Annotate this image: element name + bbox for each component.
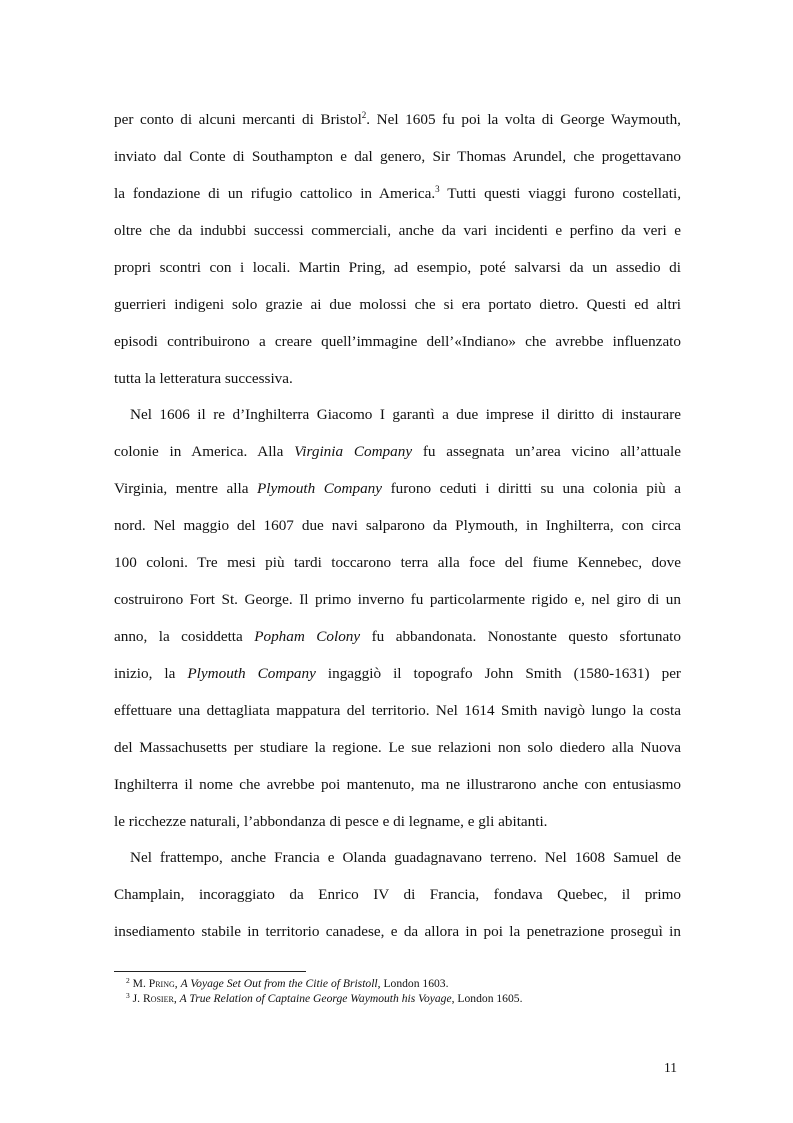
- body-line-21: [130, 848, 681, 868]
- text-run: Champlain, incoraggiato da Enrico IV di Francia, fondava Quebec, il primo: [114, 886, 681, 903]
- italic-run: Plymouth Company: [187, 665, 316, 682]
- text-run: la fondazione di un rifugio cattolico in America.: [114, 185, 436, 202]
- footnote-separator-text: ,: [173, 992, 180, 1005]
- body-line-16: [114, 664, 681, 684]
- footnote-rest: , London 1605.: [451, 992, 523, 1005]
- footnote-ref-3[interactable]: 3: [435, 184, 440, 194]
- text-run: del Massachusetts per studiare la regione. Le sue relazioni non solo diedero alla Nuova: [114, 739, 681, 756]
- body-line-7: [114, 332, 681, 352]
- body-line-1: [114, 110, 681, 130]
- body-line-20: [114, 812, 681, 832]
- body-line-18: [114, 738, 681, 758]
- text-run: Inghilterra il nome che avrebbe poi mantenuto, ma ne illustrarono anche con entusiasmo: [114, 776, 681, 793]
- text-run: propri scontri con i locali. Martin Pring, ad esempio, poté salvarsi da un assedio di: [114, 259, 681, 276]
- footnote-separator: [114, 971, 306, 972]
- text-run: Nel 1606 il re d’Inghilterra Giacomo I garantì a due imprese il diritto di instaurare: [130, 406, 681, 423]
- body-line-23: [114, 922, 681, 942]
- italic-run: Popham Colony: [254, 628, 361, 645]
- text-run: Virginia, mentre alla: [114, 480, 258, 497]
- text-run: episodi contribuirono a creare quell’immagine dell’«Indiano» che avrebbe influenzato: [114, 333, 681, 350]
- footnote-author-initial: J.: [132, 992, 143, 1005]
- italic-run: Plymouth Company: [257, 480, 383, 497]
- text-run: furono ceduti i diritti su una colonia più a: [382, 480, 682, 497]
- text-run: ingaggiò il topografo John Smith (1580-1631) per: [315, 665, 681, 682]
- text-run: per conto di alcuni mercanti di Bristol: [114, 111, 362, 128]
- italic-run: Virginia Company: [294, 443, 413, 460]
- body-line-9: [130, 405, 681, 425]
- text-run: . Nel 1605 fu poi la volta di George Waymouth,: [366, 111, 681, 128]
- text-run: fu assegnata un’area vicino all’attuale: [412, 443, 681, 460]
- footnote-title: A Voyage Set Out from the Citie of Bristoll: [180, 977, 378, 990]
- body-line-14: [114, 590, 681, 610]
- text-run: anno, la cosiddetta: [114, 628, 255, 645]
- footnote-mark: 3: [126, 991, 130, 1000]
- text-run: Tutti questi viaggi furono costellati,: [439, 185, 681, 202]
- text-run: costruirono Fort St. George. Il primo inverno fu particolarmente rigido e, nel giro di un: [114, 591, 681, 608]
- text-run: oltre che da indubbi successi commerciali, anche da vari incidenti e perfino da veri e: [114, 222, 681, 239]
- text-run: Nel frattempo, anche Francia e Olanda guadagnavano terreno. Nel 1608 Samuel de: [130, 849, 681, 866]
- text-run: effettuare una dettagliata mappatura del territorio. Nel 1614 Smith navigò lungo la costa: [114, 702, 681, 719]
- body-line-22: [114, 885, 681, 905]
- text-run: inizio, la: [114, 665, 188, 682]
- footnote-3: [126, 992, 522, 1006]
- footnote-2: [126, 977, 449, 991]
- body-line-10: [114, 442, 681, 462]
- footnote-mark: 2: [126, 976, 130, 985]
- body-line-8: [114, 369, 681, 389]
- body-line-13: [114, 553, 681, 573]
- text-run: 100 coloni. Tre mesi più tardi toccarono terra alla foce del fiume Kennebec, dove: [114, 554, 681, 571]
- body-line-15: [114, 627, 681, 647]
- page-number: 11: [664, 1060, 677, 1075]
- text-run: tutta la letteratura successiva.: [114, 370, 293, 387]
- body-line-5: [114, 258, 681, 278]
- body-line-11: [114, 479, 681, 499]
- body-line-2: [114, 147, 681, 167]
- text-run: guerrieri indigeni solo grazie ai due molossi che si era portato dietro. Questi ed altri: [114, 296, 681, 313]
- text-run: insediamento stabile in territorio canadese, e da allora in poi la penetrazione proseguì in: [114, 923, 681, 940]
- body-line-3: [114, 184, 681, 204]
- text-run: le ricchezze naturali, l’abbondanza di pesce e di legname, e gli abitanti.: [114, 813, 548, 830]
- footnote-author-surname: Pring: [148, 977, 175, 990]
- body-line-12: [114, 516, 681, 536]
- text-run: colonie in America. Alla: [114, 443, 295, 460]
- text-run: fu abbandonata. Nonostante questo sfortunato: [360, 628, 681, 645]
- body-line-17: [114, 701, 681, 721]
- footnote-rest: , London 1603.: [377, 977, 449, 990]
- body-line-19: [114, 775, 681, 795]
- text-run: inviato dal Conte di Southampton e dal genero, Sir Thomas Arundel, che progettavano: [114, 148, 681, 165]
- footnote-title: A True Relation of Captaine George Waymouth his Voyage: [179, 992, 452, 1005]
- body-line-6: [114, 295, 681, 315]
- text-run: nord. Nel maggio del 1607 due navi salparono da Plymouth, in Inghilterra, con circa: [114, 517, 681, 534]
- body-line-4: [114, 221, 681, 241]
- footnote-author-initial: M.: [132, 977, 149, 990]
- footnote-author-surname: Rosier: [142, 992, 174, 1005]
- footnote-ref-2[interactable]: 2: [361, 110, 367, 120]
- footnote-separator-text: ,: [174, 977, 181, 990]
